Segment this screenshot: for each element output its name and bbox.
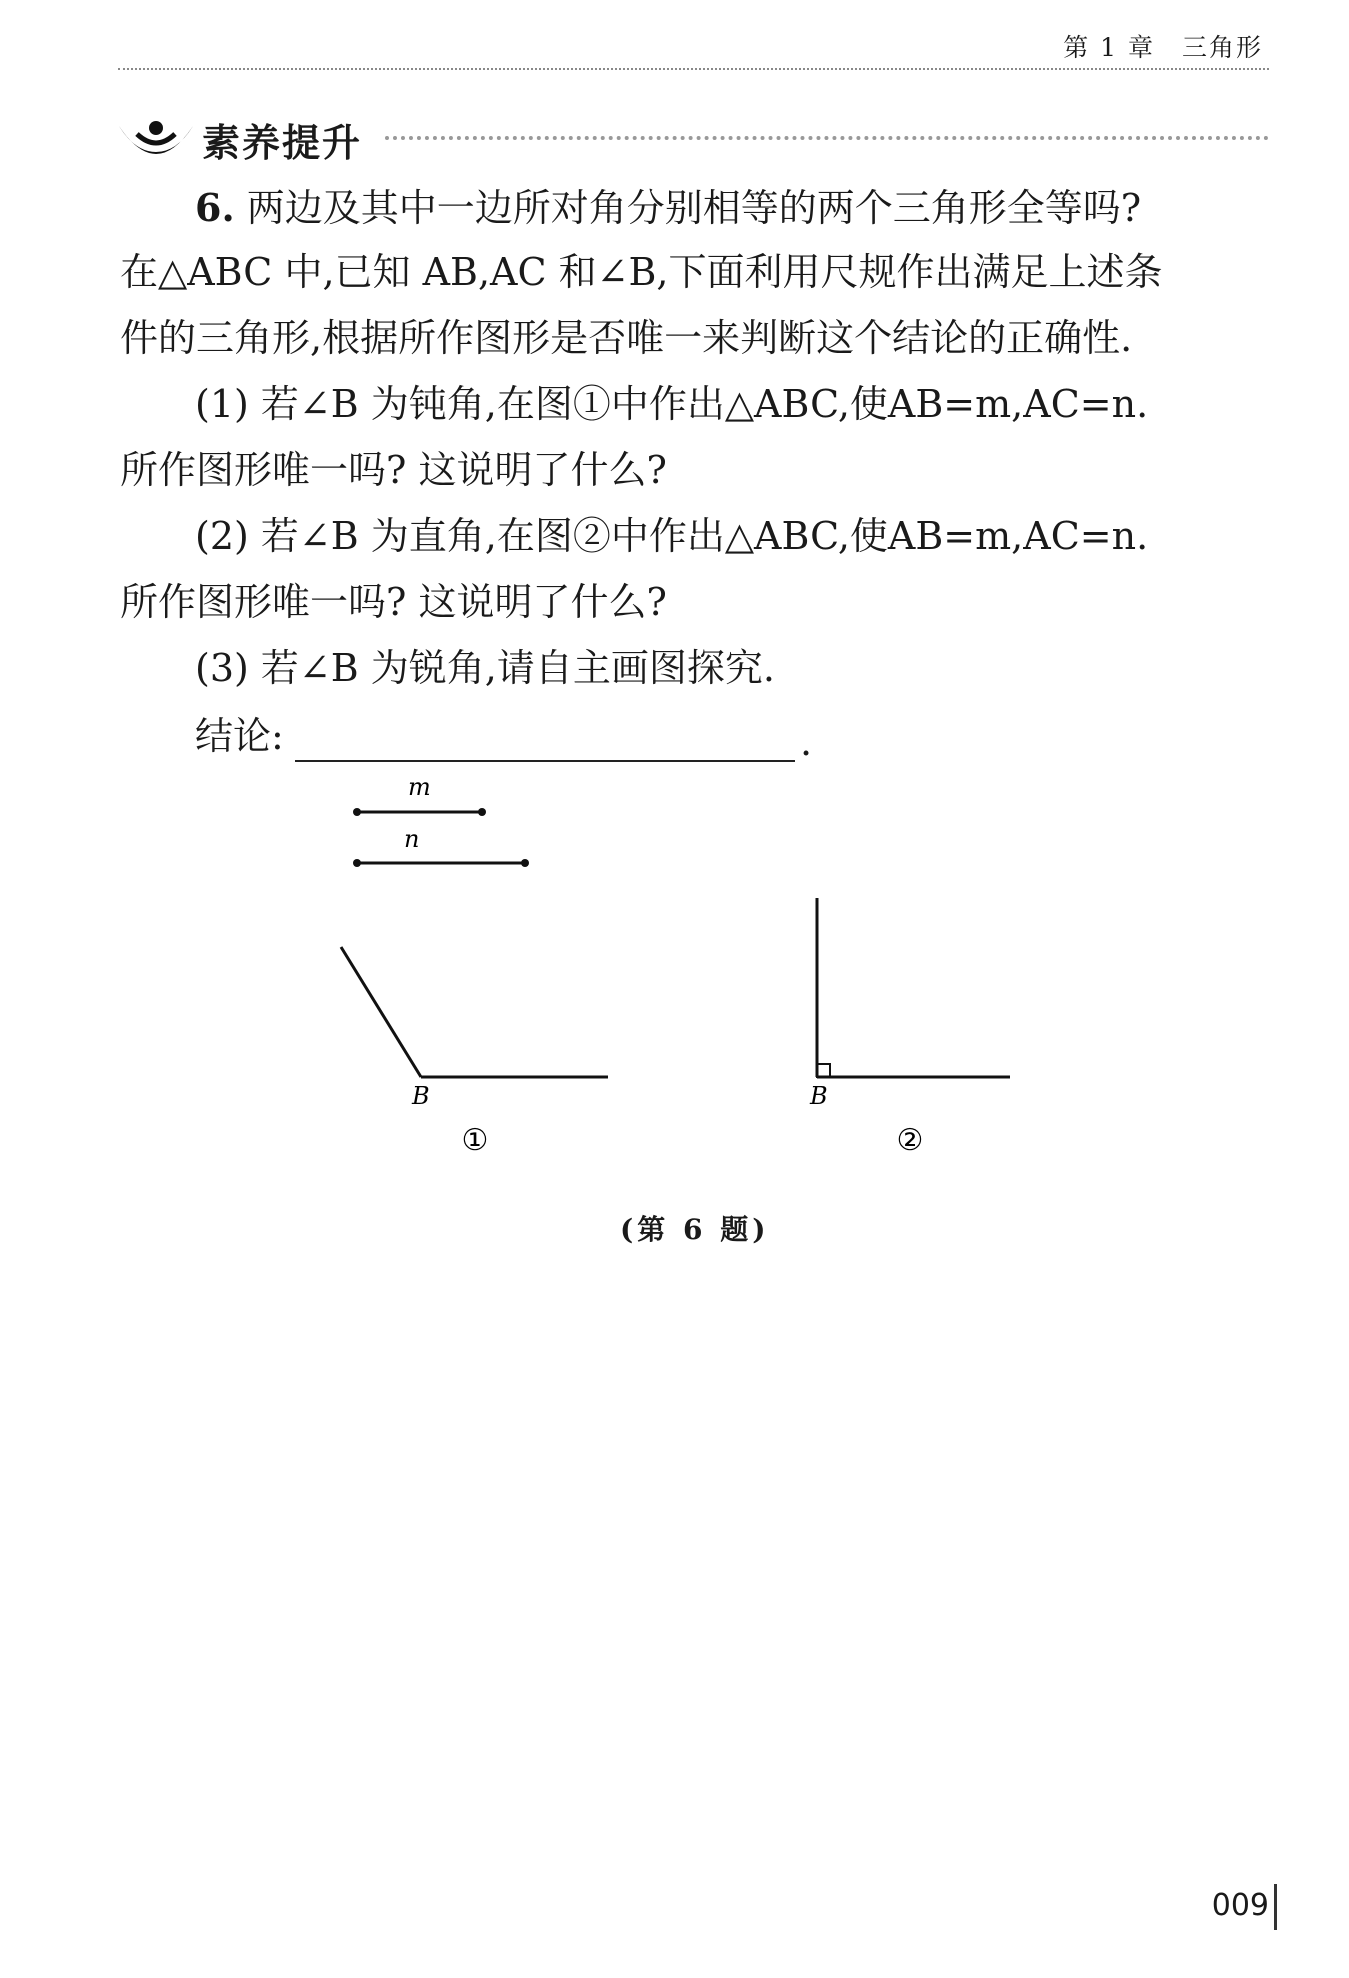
conclusion-end-period: . [800,720,813,764]
problem-text-1: 两边及其中一边所对角分别相等的两个三角形全等吗? [246,186,1142,230]
figure-caption: (第 6 题) [620,1213,770,1246]
running-header: 第 1 章 三角形 [1063,33,1263,62]
part-2-line-2: 所作图形唯一吗? 这说明了什么? [120,580,667,624]
part-3-line: (3) 若∠B 为锐角,请自主画图探究. [195,646,775,690]
segment-m-endpoint-left [353,808,361,816]
segment-m-label: m [408,773,431,801]
problem-number: 6. [195,185,235,230]
section-title: 素养提升 [202,121,363,165]
segment-m-endpoint-right [478,808,486,816]
problem-line-2: 在△ABC 中,已知 AB,AC 和∠B,下面利用尺规作出满足上述条 [120,250,1163,294]
fig1-caption: ① [461,1123,489,1158]
page-number: 009 [1211,1888,1269,1923]
page-number-bar [1274,1884,1277,1930]
fig1-vertex-label: B [412,1082,430,1110]
part-2-line-1: (2) 若∠B 为直角,在图②中作出△ABC,使AB=m,AC=n. [195,514,1149,558]
segment-n-label: n [404,825,420,853]
part-1-line-2: 所作图形唯一吗? 这说明了什么? [120,448,667,492]
fig2-right-angle-mark [817,1064,830,1077]
problem-line-3: 件的三角形,根据所作图形是否唯一来判断这个结论的正确性. [120,316,1133,360]
fig1-obtuse-ray [341,947,421,1077]
conclusion-label: 结论: [195,714,284,758]
segment-n-endpoint-left [353,859,361,867]
part-1-line-1: (1) 若∠B 为钝角,在图①中作出△ABC,使AB=m,AC=n. [195,382,1149,426]
segment-n-endpoint-right [521,859,529,867]
fig2-caption: ② [896,1123,924,1158]
fig2-vertex-label: B [810,1082,828,1110]
